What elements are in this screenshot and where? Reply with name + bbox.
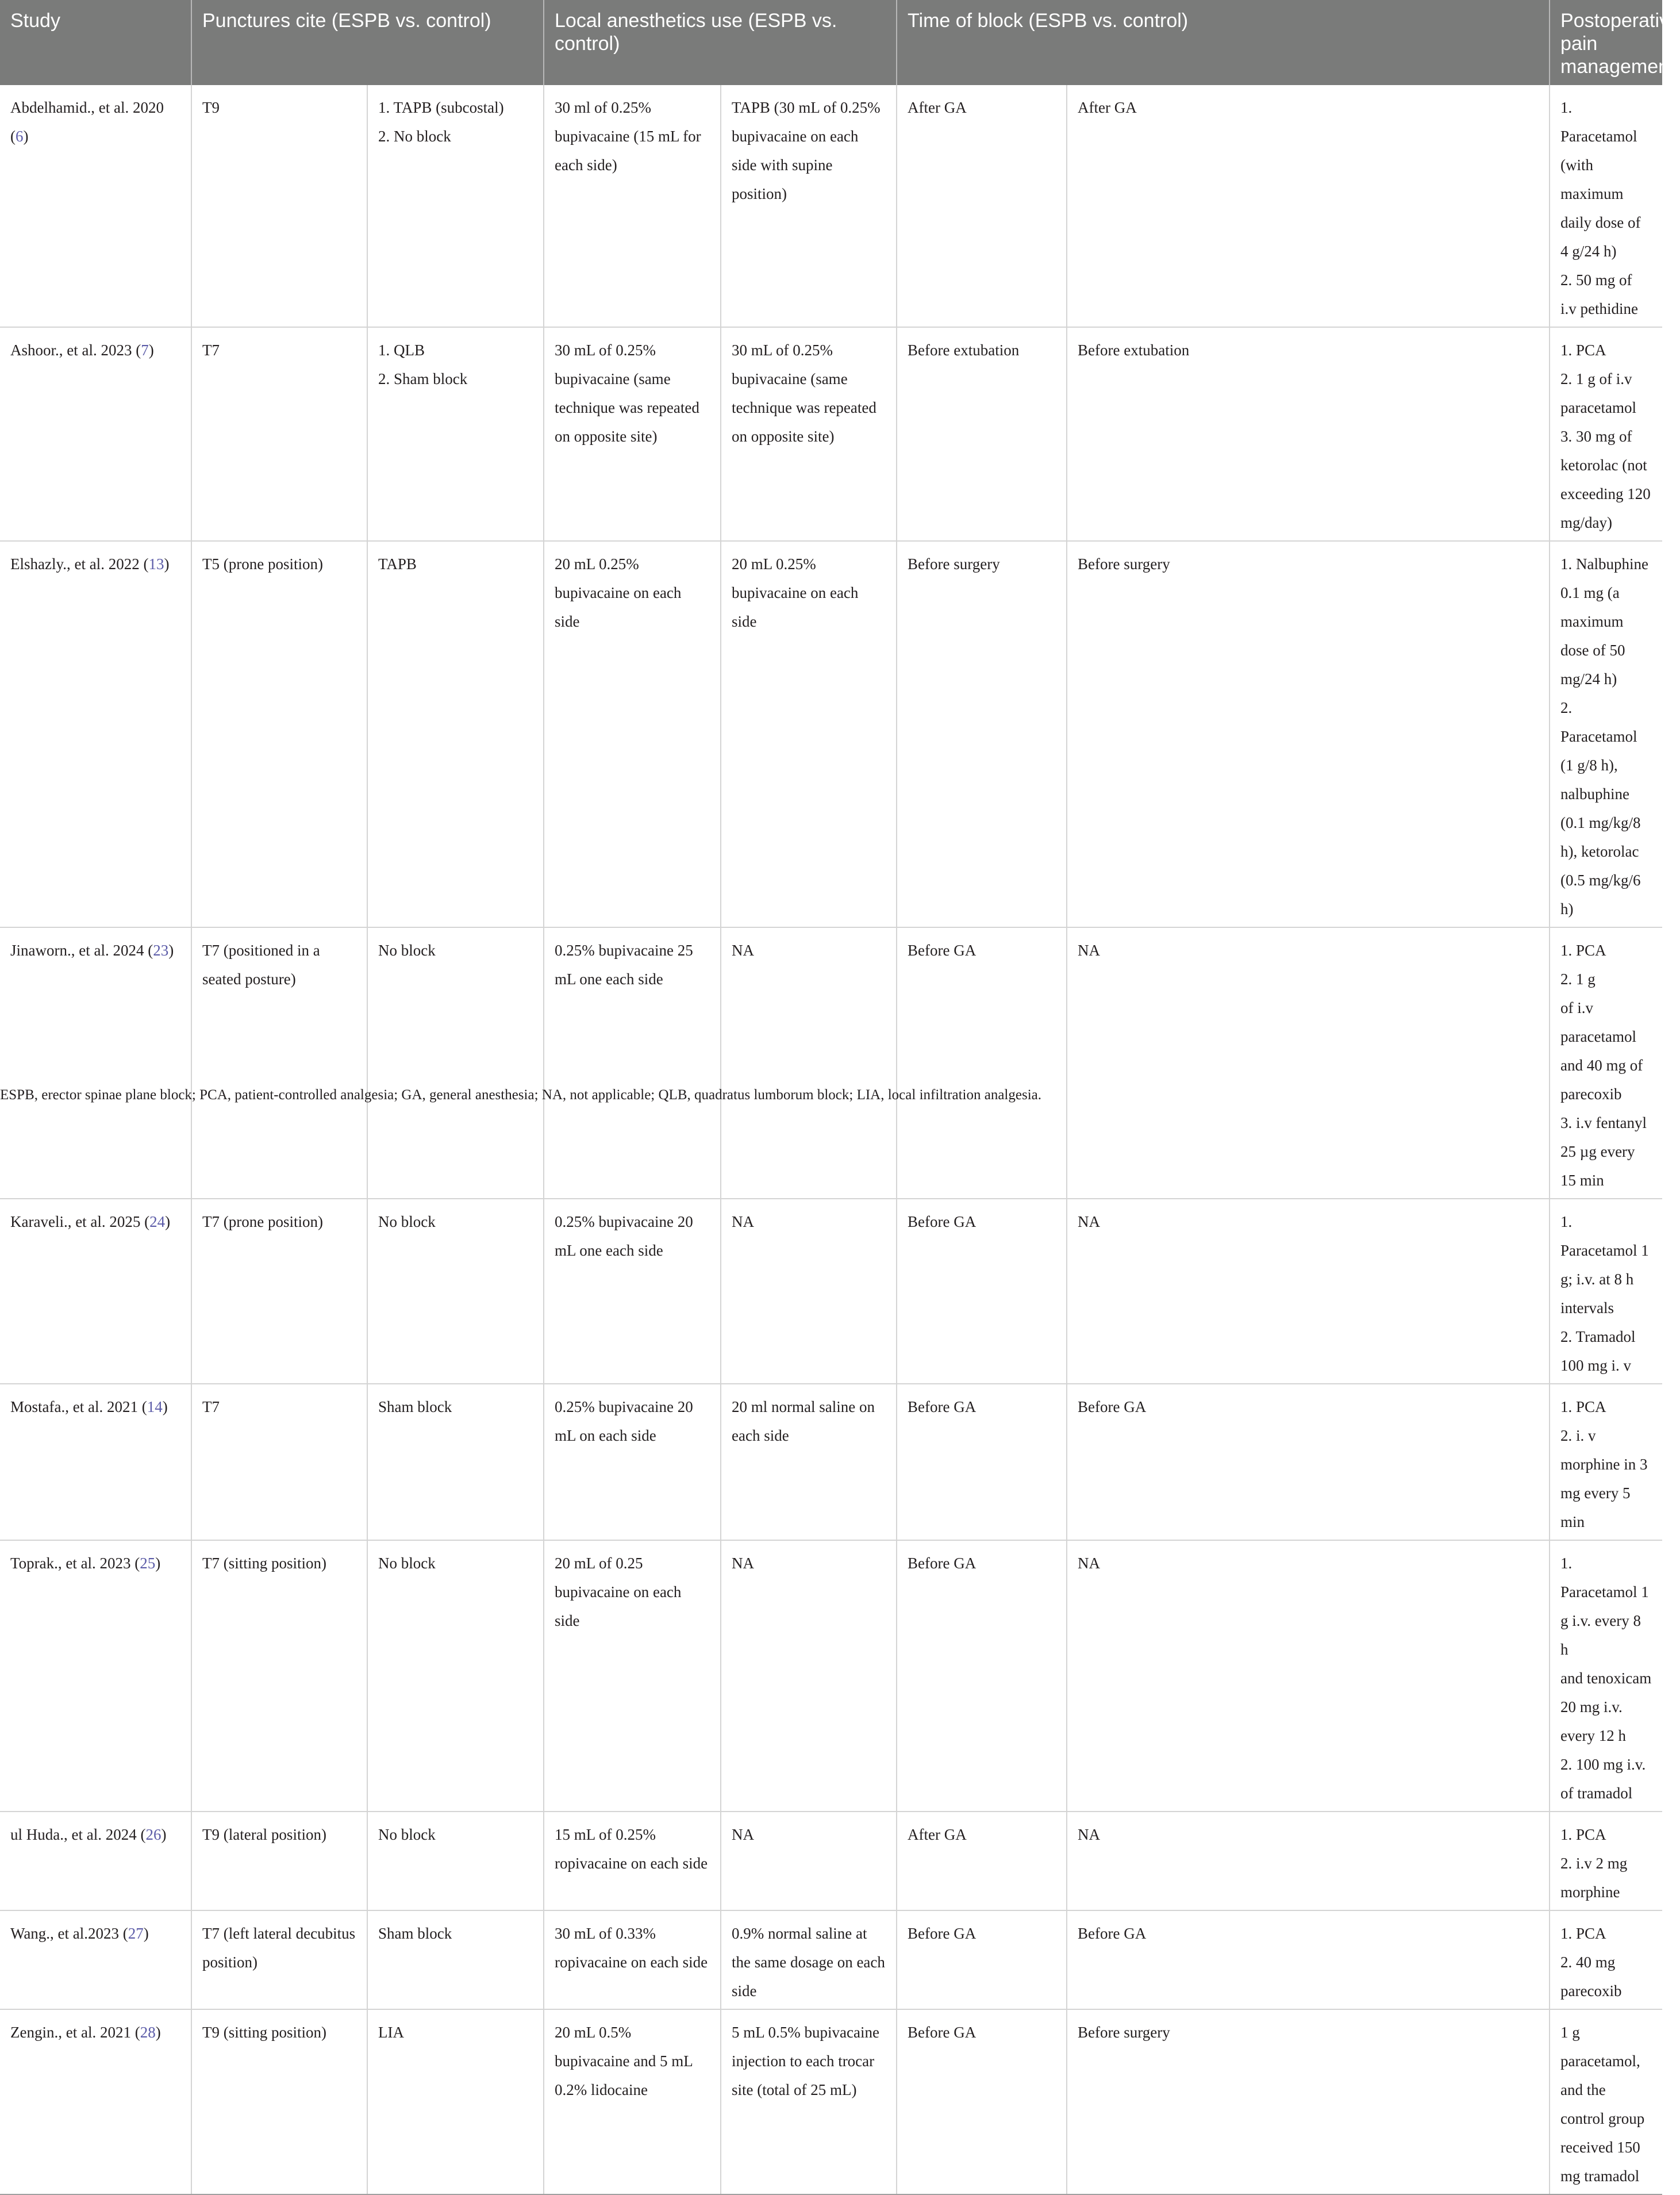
cell-line: TAPB	[378, 555, 417, 573]
study-name-end: )	[155, 2024, 161, 2041]
cell-line: 1. Nalbuphine 0.1 mg (a maximum dose of 50 mg/24 h)	[1560, 555, 1649, 688]
table-row	[0, 2009, 1662, 2194]
cell-site-control	[367, 1199, 544, 1384]
cell-site-control	[367, 1910, 544, 2009]
cell-time-control: NA	[1067, 1812, 1550, 1910]
study-name: Karaveli., et al. 2025 (	[10, 1213, 150, 1230]
cell-pain-management	[1550, 85, 1662, 327]
reference-link[interactable]: 14	[147, 1398, 163, 1415]
cell-la-control: 30 mL of 0.25% bupivacaine (same technique was repeated on opposite site)	[721, 327, 897, 541]
cell-time-control: Before surgery	[1067, 2009, 1550, 2194]
study-name-end: )	[168, 942, 174, 959]
study-name: ul Huda., et al. 2024 (	[10, 1826, 146, 1843]
cell-line: 2. Paracetamol (1 g/8 h), nalbuphine (0.1 mg/kg/8 h), ketorolac (0.5 mg/kg/6 h)	[1560, 699, 1641, 918]
table-row	[0, 927, 1662, 1199]
cell-line: of i.v paracetamol and 40 mg of parecoxib	[1560, 999, 1643, 1103]
cell-pain-management	[1550, 2009, 1662, 2194]
cell-study	[0, 2009, 191, 2194]
table-row	[0, 1812, 1662, 1910]
cell-line: 2. No block	[378, 128, 451, 145]
cell-time-espb: Before GA	[897, 1384, 1067, 1540]
cell-study	[0, 1384, 191, 1540]
cell-la-espb: 0.25% bupivacaine 20 mL on each side	[544, 1384, 721, 1540]
cell-line: 1. QLB	[378, 341, 425, 359]
cell-la-control: TAPB (30 mL of 0.25% bupivacaine on each side with supine position)	[721, 85, 897, 327]
study-name-end: )	[165, 1213, 171, 1230]
cell-line: 1. PCA	[1560, 341, 1606, 359]
cell-time-espb: Before GA	[897, 927, 1067, 1199]
cell-la-espb: 20 mL 0.25% bupivacaine on each side	[544, 541, 721, 927]
cell-time-espb: Before extubation	[897, 327, 1067, 541]
cell-study	[0, 1812, 191, 1910]
cell-line: 2. 40 mg parecoxib	[1560, 1954, 1622, 2000]
cell-time-control: Before GA	[1067, 1910, 1550, 2009]
cell-line: 2. 1 g	[1560, 970, 1596, 988]
table-row	[0, 1384, 1662, 1540]
cell-la-control: NA	[721, 1812, 897, 1910]
header-postoperative-pain: Postoperative pain management	[1550, 0, 1662, 85]
cell-pain-management	[1550, 927, 1662, 1199]
reference-link[interactable]: 23	[153, 942, 169, 959]
cell-la-control: 20 ml normal saline on each side	[721, 1384, 897, 1540]
cell-line: 1. Paracetamol (with maximum daily dose of 4 g/24 h)	[1560, 99, 1641, 260]
study-name: Toprak., et al. 2023 (	[10, 1555, 140, 1572]
cell-la-control: NA	[721, 1199, 897, 1384]
cell-pain-management	[1550, 1812, 1662, 1910]
study-name: Mostafa., et al. 2021 (	[10, 1398, 147, 1415]
reference-link[interactable]: 6	[16, 128, 24, 145]
header-study: Study	[0, 0, 191, 85]
cell-time-control: NA	[1067, 1199, 1550, 1384]
cell-study	[0, 1910, 191, 2009]
study-name: Elshazly., et al. 2022 (	[10, 555, 149, 573]
cell-site-espb: T7	[191, 327, 367, 541]
cell-time-espb: Before GA	[897, 2009, 1067, 2194]
cell-study	[0, 1199, 191, 1384]
cell-line: No block	[378, 1213, 436, 1230]
cell-site-control	[367, 85, 544, 327]
cell-line: 2. 50 mg of i.v pethidine	[1560, 271, 1639, 317]
cell-la-control: 20 mL 0.25% bupivacaine on each side	[721, 541, 897, 927]
cell-line: 2. 100 mg i.v. of tramadol	[1560, 1756, 1646, 1802]
table-row	[0, 1199, 1662, 1384]
cell-site-espb: T5 (prone position)	[191, 541, 367, 927]
cell-line: 2. i.v 2 mg morphine	[1560, 1855, 1628, 1901]
cell-time-control: Before extubation	[1067, 327, 1550, 541]
cell-time-espb: After GA	[897, 85, 1067, 327]
header-punctures-cite: Punctures cite (ESPB vs. control)	[191, 0, 544, 85]
cell-line: 1. Paracetamol 1 g i.v. every 8 h	[1560, 1555, 1649, 1658]
cell-line: No block	[378, 1826, 436, 1843]
reference-link[interactable]: 26	[145, 1826, 162, 1843]
reference-link[interactable]: 28	[140, 2024, 156, 2041]
table-row	[0, 1540, 1662, 1812]
cell-pain-management	[1550, 1540, 1662, 1812]
cell-site-espb: T9 (lateral position)	[191, 1812, 367, 1910]
header-time-of-block: Time of block (ESPB vs. control)	[897, 0, 1550, 85]
cell-pain-management	[1550, 1199, 1662, 1384]
cell-site-espb: T7	[191, 1384, 367, 1540]
cell-study	[0, 927, 191, 1199]
cell-time-control: Before surgery	[1067, 541, 1550, 927]
cell-time-espb: Before GA	[897, 1540, 1067, 1812]
cell-la-espb: 30 mL of 0.25% bupivacaine (same technique was repeated on opposite site)	[544, 327, 721, 541]
cell-time-control: NA	[1067, 1540, 1550, 1812]
cell-site-espb: T7 (sitting position)	[191, 1540, 367, 1812]
cell-pain-management	[1550, 1910, 1662, 2009]
study-name-end: )	[23, 128, 29, 145]
reference-link[interactable]: 7	[141, 341, 149, 359]
study-name: Jinaworn., et al. 2024 (	[10, 942, 153, 959]
cell-time-control: NA	[1067, 927, 1550, 1199]
study-name-end: )	[161, 1826, 167, 1843]
reference-link[interactable]: 13	[148, 555, 164, 573]
cell-site-espb: T7 (left lateral decubitus position)	[191, 1910, 367, 2009]
cell-line: 3. 30 mg of ketorolac (not exceeding 120 mg/day)	[1560, 428, 1651, 531]
cell-line: Sham block	[378, 1925, 452, 1942]
cell-site-control	[367, 1812, 544, 1910]
cell-time-espb: Before GA	[897, 1910, 1067, 2009]
cell-site-control	[367, 927, 544, 1199]
table-row	[0, 1910, 1662, 2009]
study-name: Ashoor., et al. 2023 (	[10, 341, 141, 359]
cell-site-espb: T9 (sitting position)	[191, 2009, 367, 2194]
cell-pain-management	[1550, 541, 1662, 927]
reference-link[interactable]: 27	[128, 1925, 144, 1942]
study-name: Wang., et al.2023 (	[10, 1925, 128, 1942]
cell-la-espb: 0.25% bupivacaine 20 mL one each side	[544, 1199, 721, 1384]
cell-time-control: After GA	[1067, 85, 1550, 327]
cell-line: 1. Paracetamol 1 g; i.v. at 8 h intervals	[1560, 1213, 1649, 1317]
cell-la-control: 5 mL 0.5% bupivacaine injection to each trocar site (total of 25 mL)	[721, 2009, 897, 2194]
cell-study	[0, 541, 191, 927]
cell-study	[0, 327, 191, 541]
cell-time-espb: After GA	[897, 1812, 1067, 1910]
cell-line: and tenoxicam 20 mg i.v. every 12 h	[1560, 1670, 1652, 1744]
cell-line: 2. Tramadol 100 mg i. v	[1560, 1328, 1636, 1374]
cell-time-espb: Before surgery	[897, 541, 1067, 927]
study-name: Zengin., et al. 2021 (	[10, 2024, 140, 2041]
cell-line: 1 g paracetamol, and the control group received 150 mg tramadol	[1560, 2024, 1645, 2185]
cell-la-control: 0.9% normal saline at the same dosage on each side	[721, 1910, 897, 2009]
cell-line: 1. PCA	[1560, 1826, 1606, 1843]
cell-pain-management	[1550, 327, 1662, 541]
study-name-end: )	[155, 1555, 161, 1572]
cell-line: 2. 1 g of i.v paracetamol	[1560, 370, 1636, 416]
cell-la-espb: 30 mL of 0.33% ropivacaine on each side	[544, 1910, 721, 2009]
cell-line: 3. i.v fentanyl 25 µg every 15 min	[1560, 1114, 1647, 1189]
table-row	[0, 85, 1662, 327]
cell-line: 2. i. v morphine in 3 mg every 5 min	[1560, 1427, 1648, 1530]
reference-link[interactable]: 25	[140, 1555, 156, 1572]
cell-time-control: Before GA	[1067, 1384, 1550, 1540]
cell-site-control	[367, 2009, 544, 2194]
cell-site-control	[367, 541, 544, 927]
cell-line: 1. PCA	[1560, 942, 1606, 959]
cell-line: 1. TAPB (subcostal)	[378, 99, 504, 116]
table-header-row	[0, 0, 1662, 85]
cell-study	[0, 1540, 191, 1812]
cell-line: 1. PCA	[1560, 1398, 1606, 1415]
header-local-anesthetics: Local anesthetics use (ESPB vs. control)	[544, 0, 897, 85]
cell-line: No block	[378, 1555, 436, 1572]
cell-la-espb: 30 ml of 0.25% bupivacaine (15 mL for each side)	[544, 85, 721, 327]
cell-site-espb: T7 (prone position)	[191, 1199, 367, 1384]
cell-line: No block	[378, 942, 436, 959]
study-name-end: )	[164, 555, 170, 573]
cell-line: 2. Sham block	[378, 370, 468, 387]
cell-line: LIA	[378, 2024, 404, 2041]
cell-site-control	[367, 327, 544, 541]
cell-study	[0, 85, 191, 327]
cell-line: 1. PCA	[1560, 1925, 1606, 1942]
table-row	[0, 327, 1662, 541]
cell-line: Sham block	[378, 1398, 452, 1415]
study-name-end: )	[148, 341, 154, 359]
table-footnote: ESPB, erector spinae plane block; PCA, patient-controlled analgesia; GA, general anesthesia; NA, not applicable; QLB, quadratus lumborum block; LIA, local infiltration analgesia.	[0, 1087, 1041, 1103]
cell-la-espb: 20 mL of 0.25 bupivacaine on each side	[544, 1540, 721, 1812]
cell-la-control: NA	[721, 1540, 897, 1812]
cell-la-control: NA	[721, 927, 897, 1199]
study-name-end: )	[162, 1398, 168, 1415]
cell-site-control	[367, 1540, 544, 1812]
cell-time-espb: Before GA	[897, 1199, 1067, 1384]
cell-pain-management	[1550, 1384, 1662, 1540]
cell-site-espb: T9	[191, 85, 367, 327]
study-name-end: )	[143, 1925, 149, 1942]
cell-site-control	[367, 1384, 544, 1540]
cell-site-espb: T7 (positioned in a seated posture)	[191, 927, 367, 1199]
cell-la-espb: 0.25% bupivacaine 25 mL one each side	[544, 927, 721, 1199]
cell-la-espb: 15 mL of 0.25% ropivacaine on each side	[544, 1812, 721, 1910]
reference-link[interactable]: 24	[149, 1213, 166, 1230]
cell-la-espb: 20 mL 0.5% bupivacaine and 5 mL 0.2% lidocaine	[544, 2009, 721, 2194]
table-row	[0, 541, 1662, 927]
study-name: Abdelhamid., et al. 2020 (	[10, 99, 164, 145]
